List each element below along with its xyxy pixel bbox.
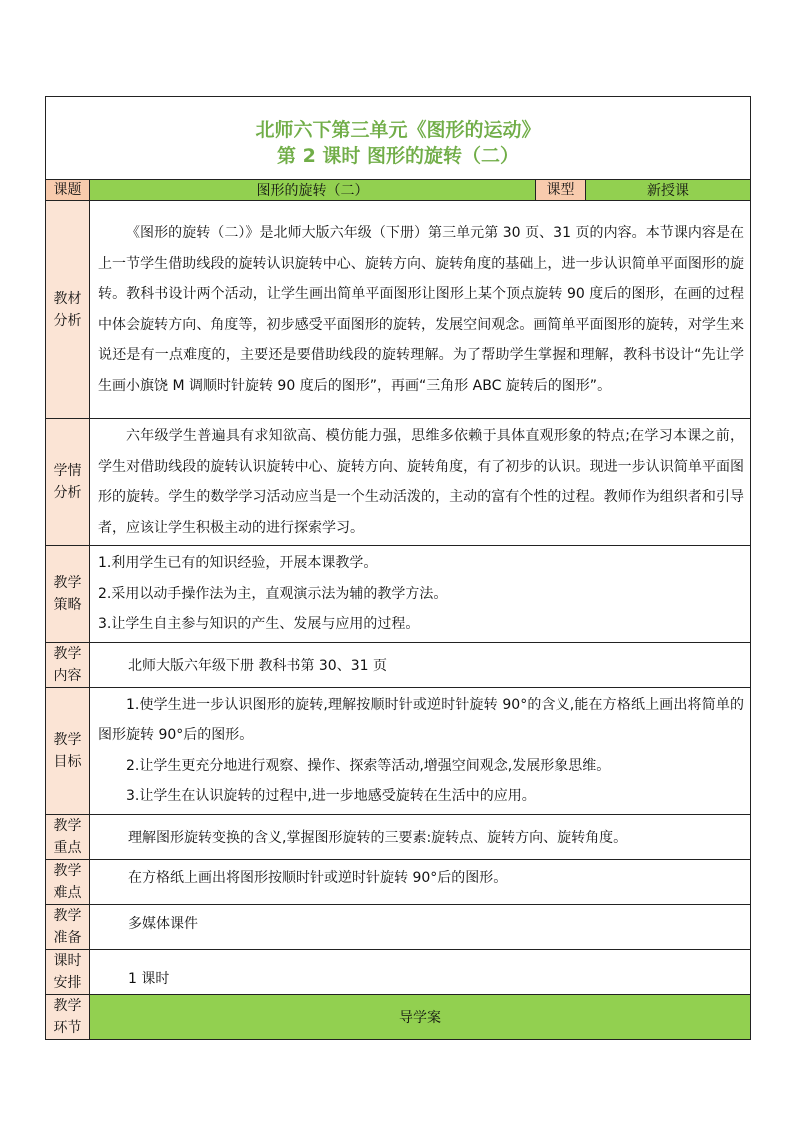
type-label: 课型 <box>536 180 586 201</box>
topic-row <box>46 180 751 201</box>
preparation-row <box>46 904 751 949</box>
process-row <box>46 994 751 1039</box>
textbook-analysis-row <box>46 201 751 419</box>
textbook-analysis-label: 教材 分析 <box>46 201 90 419</box>
preparation-label: 教学 准备 <box>46 904 90 949</box>
type-value: 新授课 <box>586 180 751 201</box>
content-text: 北师大版六年级下册 教科书第 30、31 页 <box>90 642 751 687</box>
schedule-row <box>46 949 751 994</box>
process-label: 教学 环节 <box>46 994 90 1039</box>
student-analysis-row <box>46 419 751 546</box>
lesson-plan-sheet <box>45 96 750 1040</box>
list-item: 2.采用以动手操作法为主，直观演示法为辅的教学方法。 <box>98 585 448 602</box>
list-item: 3.让学生自主参与知识的产生、发展与应用的过程。 <box>98 616 420 632</box>
lesson-plan-table <box>45 96 751 1040</box>
goals-list <box>90 687 751 814</box>
content-label: 教学 内容 <box>46 642 90 687</box>
list-item: 3.让学生在认识旋转的过程中,进一步地感受旋转在生活中的应用。 <box>126 788 536 804</box>
document-subtitle: 第 2 课时 图形的旋转（二） <box>276 145 520 167</box>
content-row <box>46 642 751 687</box>
topic-value: 图形的旋转（二） <box>90 180 536 201</box>
key-points-text: 理解图形旋转变换的含义,掌握图形旋转的三要素:旋转点、旋转方向、旋转角度。 <box>90 814 751 859</box>
strategy-label: 教学 策略 <box>46 546 90 643</box>
title-row <box>46 97 751 180</box>
topic-label: 课题 <box>46 180 90 201</box>
key-points-label: 教学 重点 <box>46 814 90 859</box>
list-item: 1.利用学生已有的知识经验，开展本课教学。 <box>98 555 378 571</box>
title-cell <box>46 97 751 180</box>
list-item: 2.让学生更充分地进行观察、操作、探索等活动,增强空间观念,发展形象思维。 <box>126 757 611 774</box>
student-analysis-label: 学情 分析 <box>46 419 90 546</box>
difficulties-label: 教学 难点 <box>46 859 90 904</box>
schedule-text: 1 课时 <box>90 949 751 994</box>
process-text: 导学案 <box>90 994 751 1039</box>
goals-row <box>46 687 751 814</box>
strategy-list <box>90 546 751 643</box>
schedule-label: 课时 安排 <box>46 949 90 994</box>
strategy-row <box>46 546 751 643</box>
difficulties-row <box>46 859 751 904</box>
textbook-analysis-text: 《图形的旋转（二）》是北师大版六年级（下册）第三单元第 30 页、31 页的内容。本节课内容是在上一节学生借助线段的旋转认识旋转中心、旋转方向、旋转角度的基础上，进一步认识简单平面图形的旋转。教科书设计两个活动，让学生画出简单平面图形让图形上某个顶点旋转 90 度后的图形，在画的过程中体会旋转方向、角度等，初步感受平面图形的旋转，发展空间观念。画简单平面图形的旋转，对学生来说还是有一点难度的，主要还是要借助线段的旋转理解。为了帮助学生掌握和理解，教科书设计“先让学生画小旗饶 M 调顺时针旋转 90 度后的图形”，再画“三角形 ABC 旋转后的图形”。 <box>90 201 751 419</box>
goals-label: 教学 目标 <box>46 687 90 814</box>
difficulties-text: 在方格纸上画出将图形按顺时针或逆时针旋转 90°后的图形。 <box>90 859 751 904</box>
student-analysis-text: 六年级学生普遍具有求知欲高、模仿能力强，思维多依赖于具体直观形象的特点;在学习本课之前，学生对借助线段的旋转认识旋转中心、旋转方向、旋转角度，有了初步的认识。现进一步认识简单平面图形的旋转。学生的数学学习活动应当是一个生动活泼的，主动的富有个性的过程。教师作为组织者和引导者，应该让学生积极主动的进行探索学习。 <box>90 419 751 546</box>
preparation-text: 多媒体课件 <box>90 904 751 949</box>
document-title: 北师六下第三单元《图形的运动》 <box>255 119 541 141</box>
list-item: 1.使学生进一步认识图形的旋转,理解按顺时针或逆时针旋转 90°的含义,能在方格纸上画出将简单的图形旋转 90°后的图形。 <box>98 696 745 743</box>
key-points-row <box>46 814 751 859</box>
